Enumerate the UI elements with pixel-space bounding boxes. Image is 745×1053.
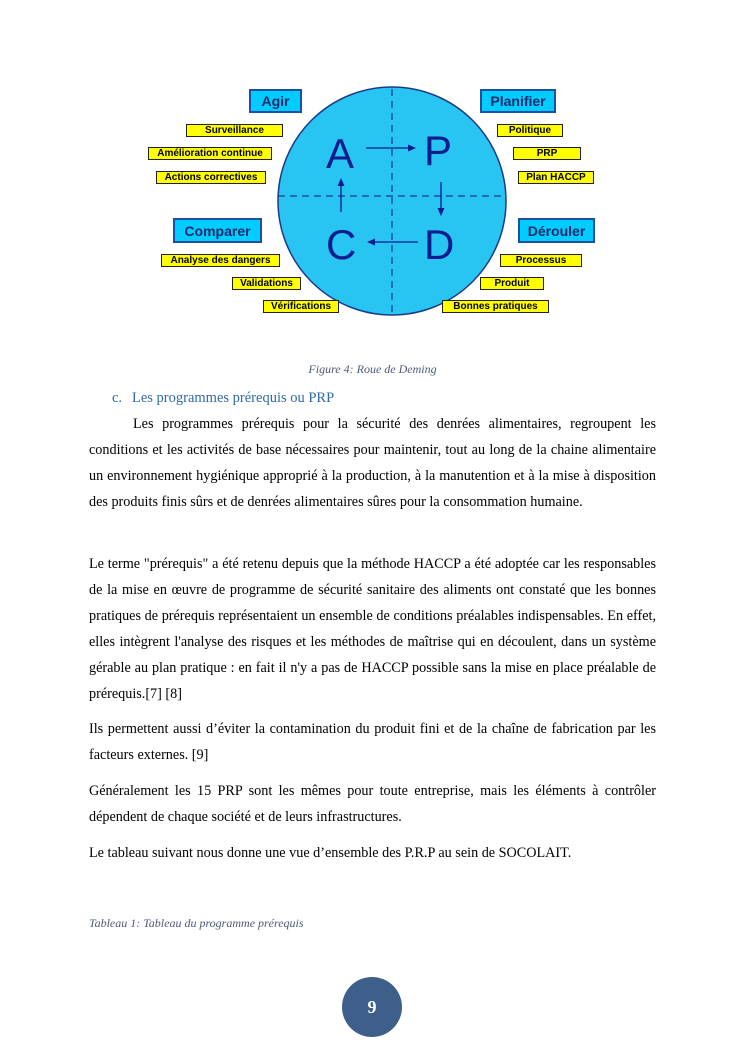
derouler-item-processus: Processus — [500, 254, 582, 267]
letter-c: C — [326, 221, 357, 268]
derouler-title-box: Dérouler — [518, 218, 595, 243]
agir-title-box: Agir — [249, 89, 302, 113]
comparer-title-box: Comparer — [173, 218, 262, 243]
page-number-badge: 9 — [342, 977, 402, 1037]
paragraph-5: Le tableau suivant nous donne une vue d’ensemble des P.R.P au sein de SOCOLAIT. — [89, 845, 572, 861]
letter-a: A — [326, 130, 355, 177]
agir-item-amelioration: Amélioration continue — [148, 147, 272, 160]
section-title: Les programmes prérequis ou PRP — [132, 390, 335, 406]
planifier-item-prp: PRP — [513, 147, 581, 160]
agir-item-actions: Actions correctives — [156, 171, 266, 184]
comparer-item-validations: Validations — [232, 277, 301, 290]
comparer-item-analyse: Analyse des dangers — [161, 254, 280, 267]
letter-d: D — [424, 221, 455, 268]
planifier-title-box: Planifier — [480, 89, 556, 113]
letter-p: P — [424, 127, 453, 174]
figure-caption: Figure 4: Roue de Deming — [308, 362, 437, 376]
comparer-item-verifications: Vérifications — [263, 300, 339, 313]
planifier-item-politique: Politique — [497, 124, 563, 137]
deming-wheel-figure — [0, 0, 745, 340]
agir-item-surveillance: Surveillance — [186, 124, 283, 137]
derouler-item-produit: Produit — [480, 277, 544, 290]
section-marker: c. — [112, 390, 123, 406]
paragraph-3: Ils permettent aussi d’éviter la contamination du produit fini et de la chaîne de fabrication par les facteurs externes. [9] — [89, 721, 656, 763]
paragraph-2: Le terme "prérequis" a été retenu depuis que la méthode HACCP a été adoptée car les responsables de la mise en œuvre de programme de sécurité sanitaire des aliments ont constaté que les bonnes pratiques de prérequis représentaient un ensemble de conditions préalables indispensables. En effet, elles intègrent l'analyse des risques et les méthodes de maîtrise qui en découlent, dans un système gérable au plan pratique : en fait il n'y a pas de HACCP possible sans la mise en place préalable de prérequis.[7] [8] — [89, 556, 656, 702]
table-caption: Tableau 1: Tableau du programme prérequis — [89, 916, 304, 930]
planifier-item-plan-haccp: Plan HACCP — [518, 171, 594, 184]
section-heading — [112, 390, 334, 407]
paragraph-4: Généralement les 15 PRP sont les mêmes pour toute entreprise, mais les éléments à contrôler dépendent de chaque société et de leurs infrastructures. — [89, 783, 656, 825]
paragraph-1: Les programmes prérequis pour la sécurité des denrées alimentaires, regroupent les conditions et les activités de base nécessaires pour maintenir, tout au long de la chaine alimentaire un environnement hygiénique approprié à la production, à la manutention et à la mise à disposition des produits finis sûrs et de denrées alimentaires sûres pour la consommation humaine. — [89, 416, 656, 510]
derouler-item-bonnes-pratiques: Bonnes pratiques — [442, 300, 549, 313]
